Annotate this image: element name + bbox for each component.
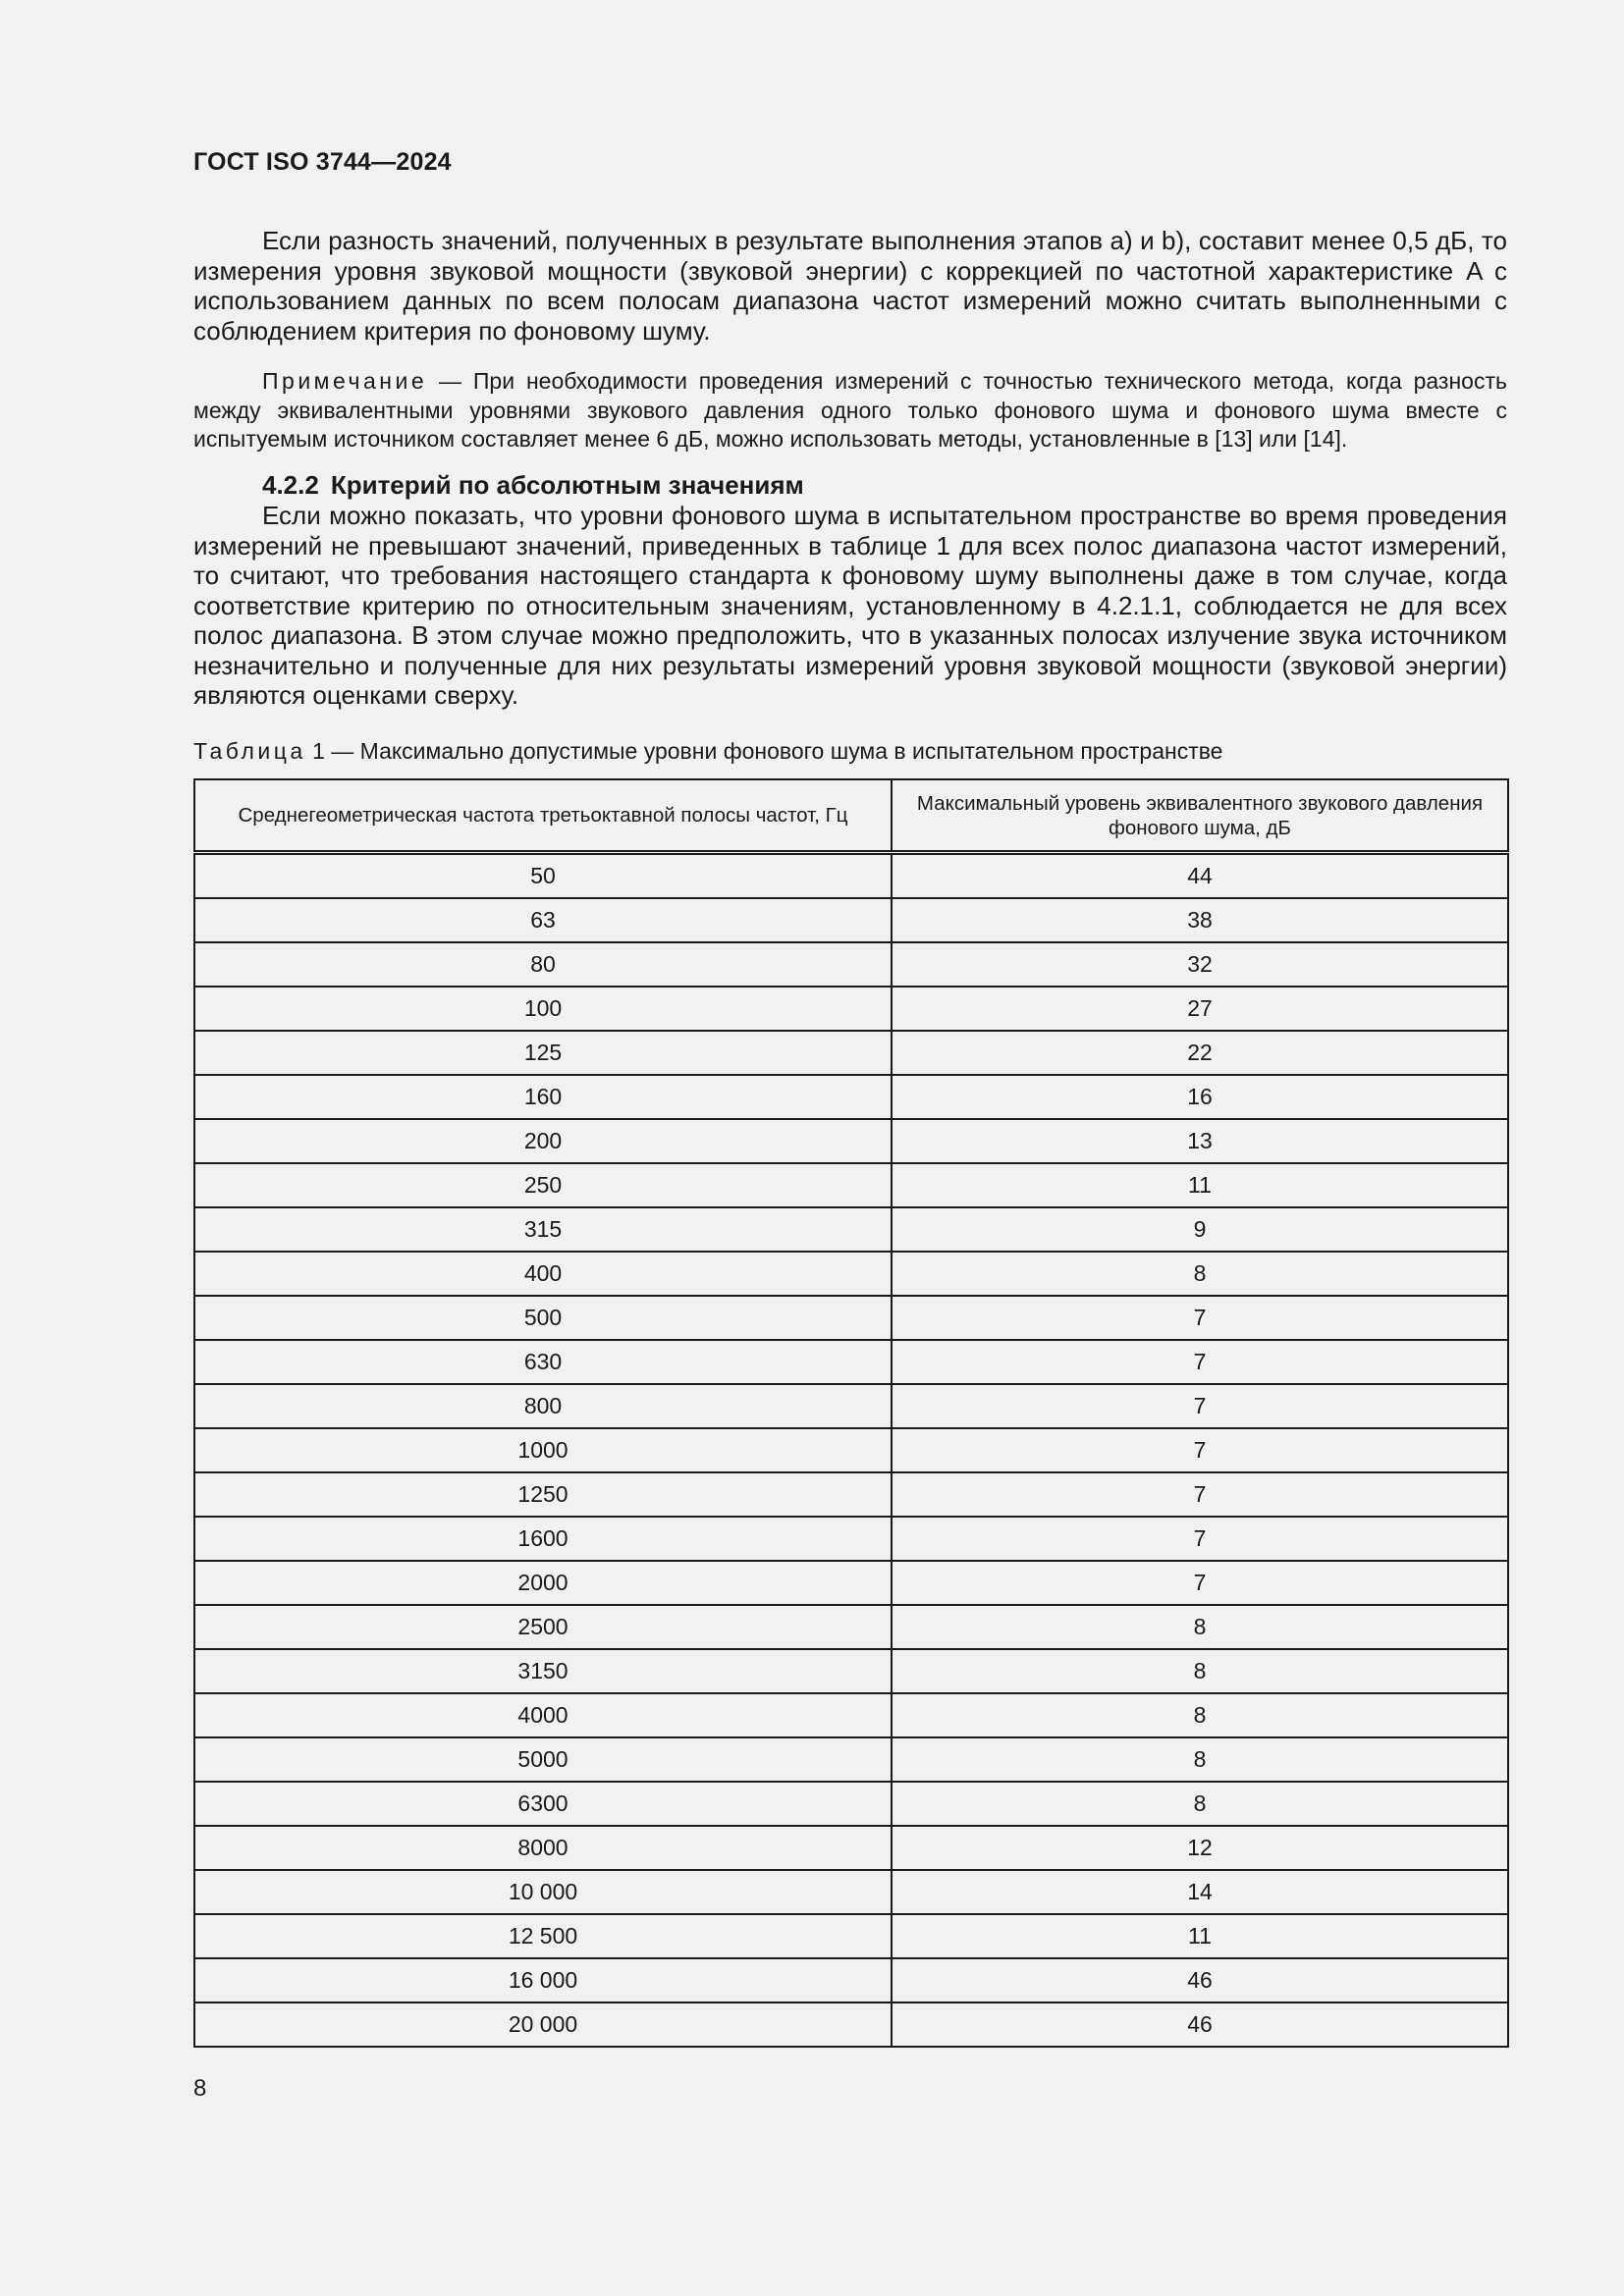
- note-label: Примечание: [262, 368, 428, 394]
- cell-frequency: 3150: [194, 1649, 892, 1693]
- table-row: [194, 898, 1508, 942]
- table-row: [194, 1252, 1508, 1296]
- table-row: [194, 1914, 1508, 1958]
- cell-frequency: 10 000: [194, 1870, 892, 1914]
- cell-frequency: 2000: [194, 1561, 892, 1605]
- table-row: [194, 1693, 1508, 1737]
- cell-max-level: 22: [892, 1031, 1508, 1075]
- table-row: [194, 1428, 1508, 1472]
- table-body: [194, 853, 1508, 2048]
- cell-frequency: 400: [194, 1252, 892, 1296]
- cell-max-level: 8: [892, 1693, 1508, 1737]
- cell-max-level: 8: [892, 1649, 1508, 1693]
- cell-frequency: 2500: [194, 1605, 892, 1649]
- page-number: 8: [193, 2075, 207, 2102]
- table-row: [194, 1163, 1508, 1207]
- noise-levels-table: [193, 778, 1509, 2048]
- table-caption-text: 1 — Максимально допустимые уровни фонового шума в испытательном пространстве: [305, 738, 1223, 764]
- table-caption-label: Таблица: [193, 738, 306, 764]
- cell-max-level: 8: [892, 1605, 1508, 1649]
- table-row: [194, 1340, 1508, 1384]
- cell-frequency: 100: [194, 987, 892, 1031]
- cell-max-level: 46: [892, 2002, 1508, 2047]
- table-row: [194, 1737, 1508, 1782]
- section-number: 4.2.2: [262, 470, 319, 500]
- table-row: [194, 1561, 1508, 1605]
- table-header-row: [194, 779, 1508, 853]
- cell-max-level: 8: [892, 1782, 1508, 1826]
- cell-frequency: 630: [194, 1340, 892, 1384]
- table-row: [194, 987, 1508, 1031]
- cell-max-level: 12: [892, 1826, 1508, 1870]
- cell-frequency: 315: [194, 1207, 892, 1252]
- note-text: — При необходимости проведения измерений с точностью технического метода, когда разность между эквивалентными уровнями звукового давления одного только фонового шума и фонового шума вместе с испытуемым источником составляет менее 6 дБ, можно использовать методы, установленные в [13] или [14].: [193, 368, 1507, 452]
- table-row: [194, 1075, 1508, 1119]
- section-title: Критерий по абсолютным значениям: [330, 470, 804, 500]
- table-row: [194, 1517, 1508, 1561]
- table-row: [194, 1649, 1508, 1693]
- cell-max-level: 27: [892, 987, 1508, 1031]
- table-row: [194, 1958, 1508, 2002]
- cell-frequency: 250: [194, 1163, 892, 1207]
- cell-max-level: 7: [892, 1517, 1508, 1561]
- cell-max-level: 46: [892, 1958, 1508, 2002]
- cell-frequency: 200: [194, 1119, 892, 1163]
- cell-max-level: 8: [892, 1252, 1508, 1296]
- cell-frequency: 8000: [194, 1826, 892, 1870]
- paragraph-background-noise-result: [193, 226, 1507, 346]
- cell-frequency: 160: [194, 1075, 892, 1119]
- cell-frequency: 125: [194, 1031, 892, 1075]
- cell-frequency: 5000: [194, 1737, 892, 1782]
- paragraph-text: Если можно показать, что уровни фонового шума в испытательном пространстве во время проведения измерений не превышают значений, приведенных в таблице 1 для всех полос диапазона частот измерений, то считают, что требования настоящего стандарта к фоновому шуму выполнены даже в том случае, когда соответствие критерию по относительным значениям, установленному в 4.2.1.1, соблюдается не для всех полос диапазона. В этом случае можно предположить, что в указанных полосах излучение звука источником незначительно и полученные для них результаты измерений уровня звуковой мощности (звуковой энергии) являются оценками сверху.: [193, 501, 1507, 710]
- cell-frequency: 50: [194, 853, 892, 899]
- cell-max-level: 7: [892, 1428, 1508, 1472]
- table-row: [194, 2002, 1508, 2047]
- cell-max-level: 7: [892, 1296, 1508, 1340]
- table-caption: [193, 738, 1222, 765]
- cell-max-level: 32: [892, 942, 1508, 987]
- cell-max-level: 16: [892, 1075, 1508, 1119]
- cell-frequency: 1600: [194, 1517, 892, 1561]
- cell-max-level: 9: [892, 1207, 1508, 1252]
- cell-max-level: 7: [892, 1561, 1508, 1605]
- cell-max-level: 7: [892, 1340, 1508, 1384]
- table-row: [194, 1605, 1508, 1649]
- cell-frequency: 4000: [194, 1693, 892, 1737]
- header-frequency: Среднегеометрическая частота третьоктавной полосы частот, Гц: [194, 779, 892, 853]
- cell-max-level: 7: [892, 1472, 1508, 1517]
- table-row: [194, 942, 1508, 987]
- paragraph-absolute-criterion: [193, 501, 1507, 711]
- cell-frequency: 500: [194, 1296, 892, 1340]
- cell-frequency: 63: [194, 898, 892, 942]
- cell-frequency: 20 000: [194, 2002, 892, 2047]
- table-row: [194, 1119, 1508, 1163]
- cell-frequency: 1250: [194, 1472, 892, 1517]
- table-row: [194, 853, 1508, 899]
- cell-max-level: 11: [892, 1163, 1508, 1207]
- table-row: [194, 1384, 1508, 1428]
- cell-frequency: 6300: [194, 1782, 892, 1826]
- cell-frequency: 1000: [194, 1428, 892, 1472]
- table-row: [194, 1296, 1508, 1340]
- table-row: [194, 1826, 1508, 1870]
- cell-max-level: 14: [892, 1870, 1508, 1914]
- table-row: [194, 1870, 1508, 1914]
- note: [193, 367, 1507, 454]
- section-heading: [262, 470, 804, 501]
- paragraph-text: Если разность значений, полученных в результате выполнения этапов a) и b), составит менее 0,5 дБ, то измерения уровня звуковой мощности (звуковой энергии) с коррекцией по частотной характеристике A с использованием данных по всем полосам диапазона частот измерений можно считать выполненными с соблюдением критерия по фоновому шуму.: [193, 226, 1507, 346]
- cell-frequency: 80: [194, 942, 892, 987]
- header-max-level: Максимальный уровень эквивалентного звукового давления фонового шума, дБ: [892, 779, 1508, 853]
- cell-frequency: 16 000: [194, 1958, 892, 2002]
- cell-frequency: 800: [194, 1384, 892, 1428]
- cell-max-level: 8: [892, 1737, 1508, 1782]
- cell-frequency: 12 500: [194, 1914, 892, 1958]
- cell-max-level: 38: [892, 898, 1508, 942]
- table-row: [194, 1472, 1508, 1517]
- table-row: [194, 1031, 1508, 1075]
- cell-max-level: 11: [892, 1914, 1508, 1958]
- table-row: [194, 1207, 1508, 1252]
- cell-max-level: 13: [892, 1119, 1508, 1163]
- cell-max-level: 7: [892, 1384, 1508, 1428]
- cell-max-level: 44: [892, 853, 1508, 899]
- table-row: [194, 1782, 1508, 1826]
- document-header: ГОСТ ISO 3744—2024: [193, 148, 452, 176]
